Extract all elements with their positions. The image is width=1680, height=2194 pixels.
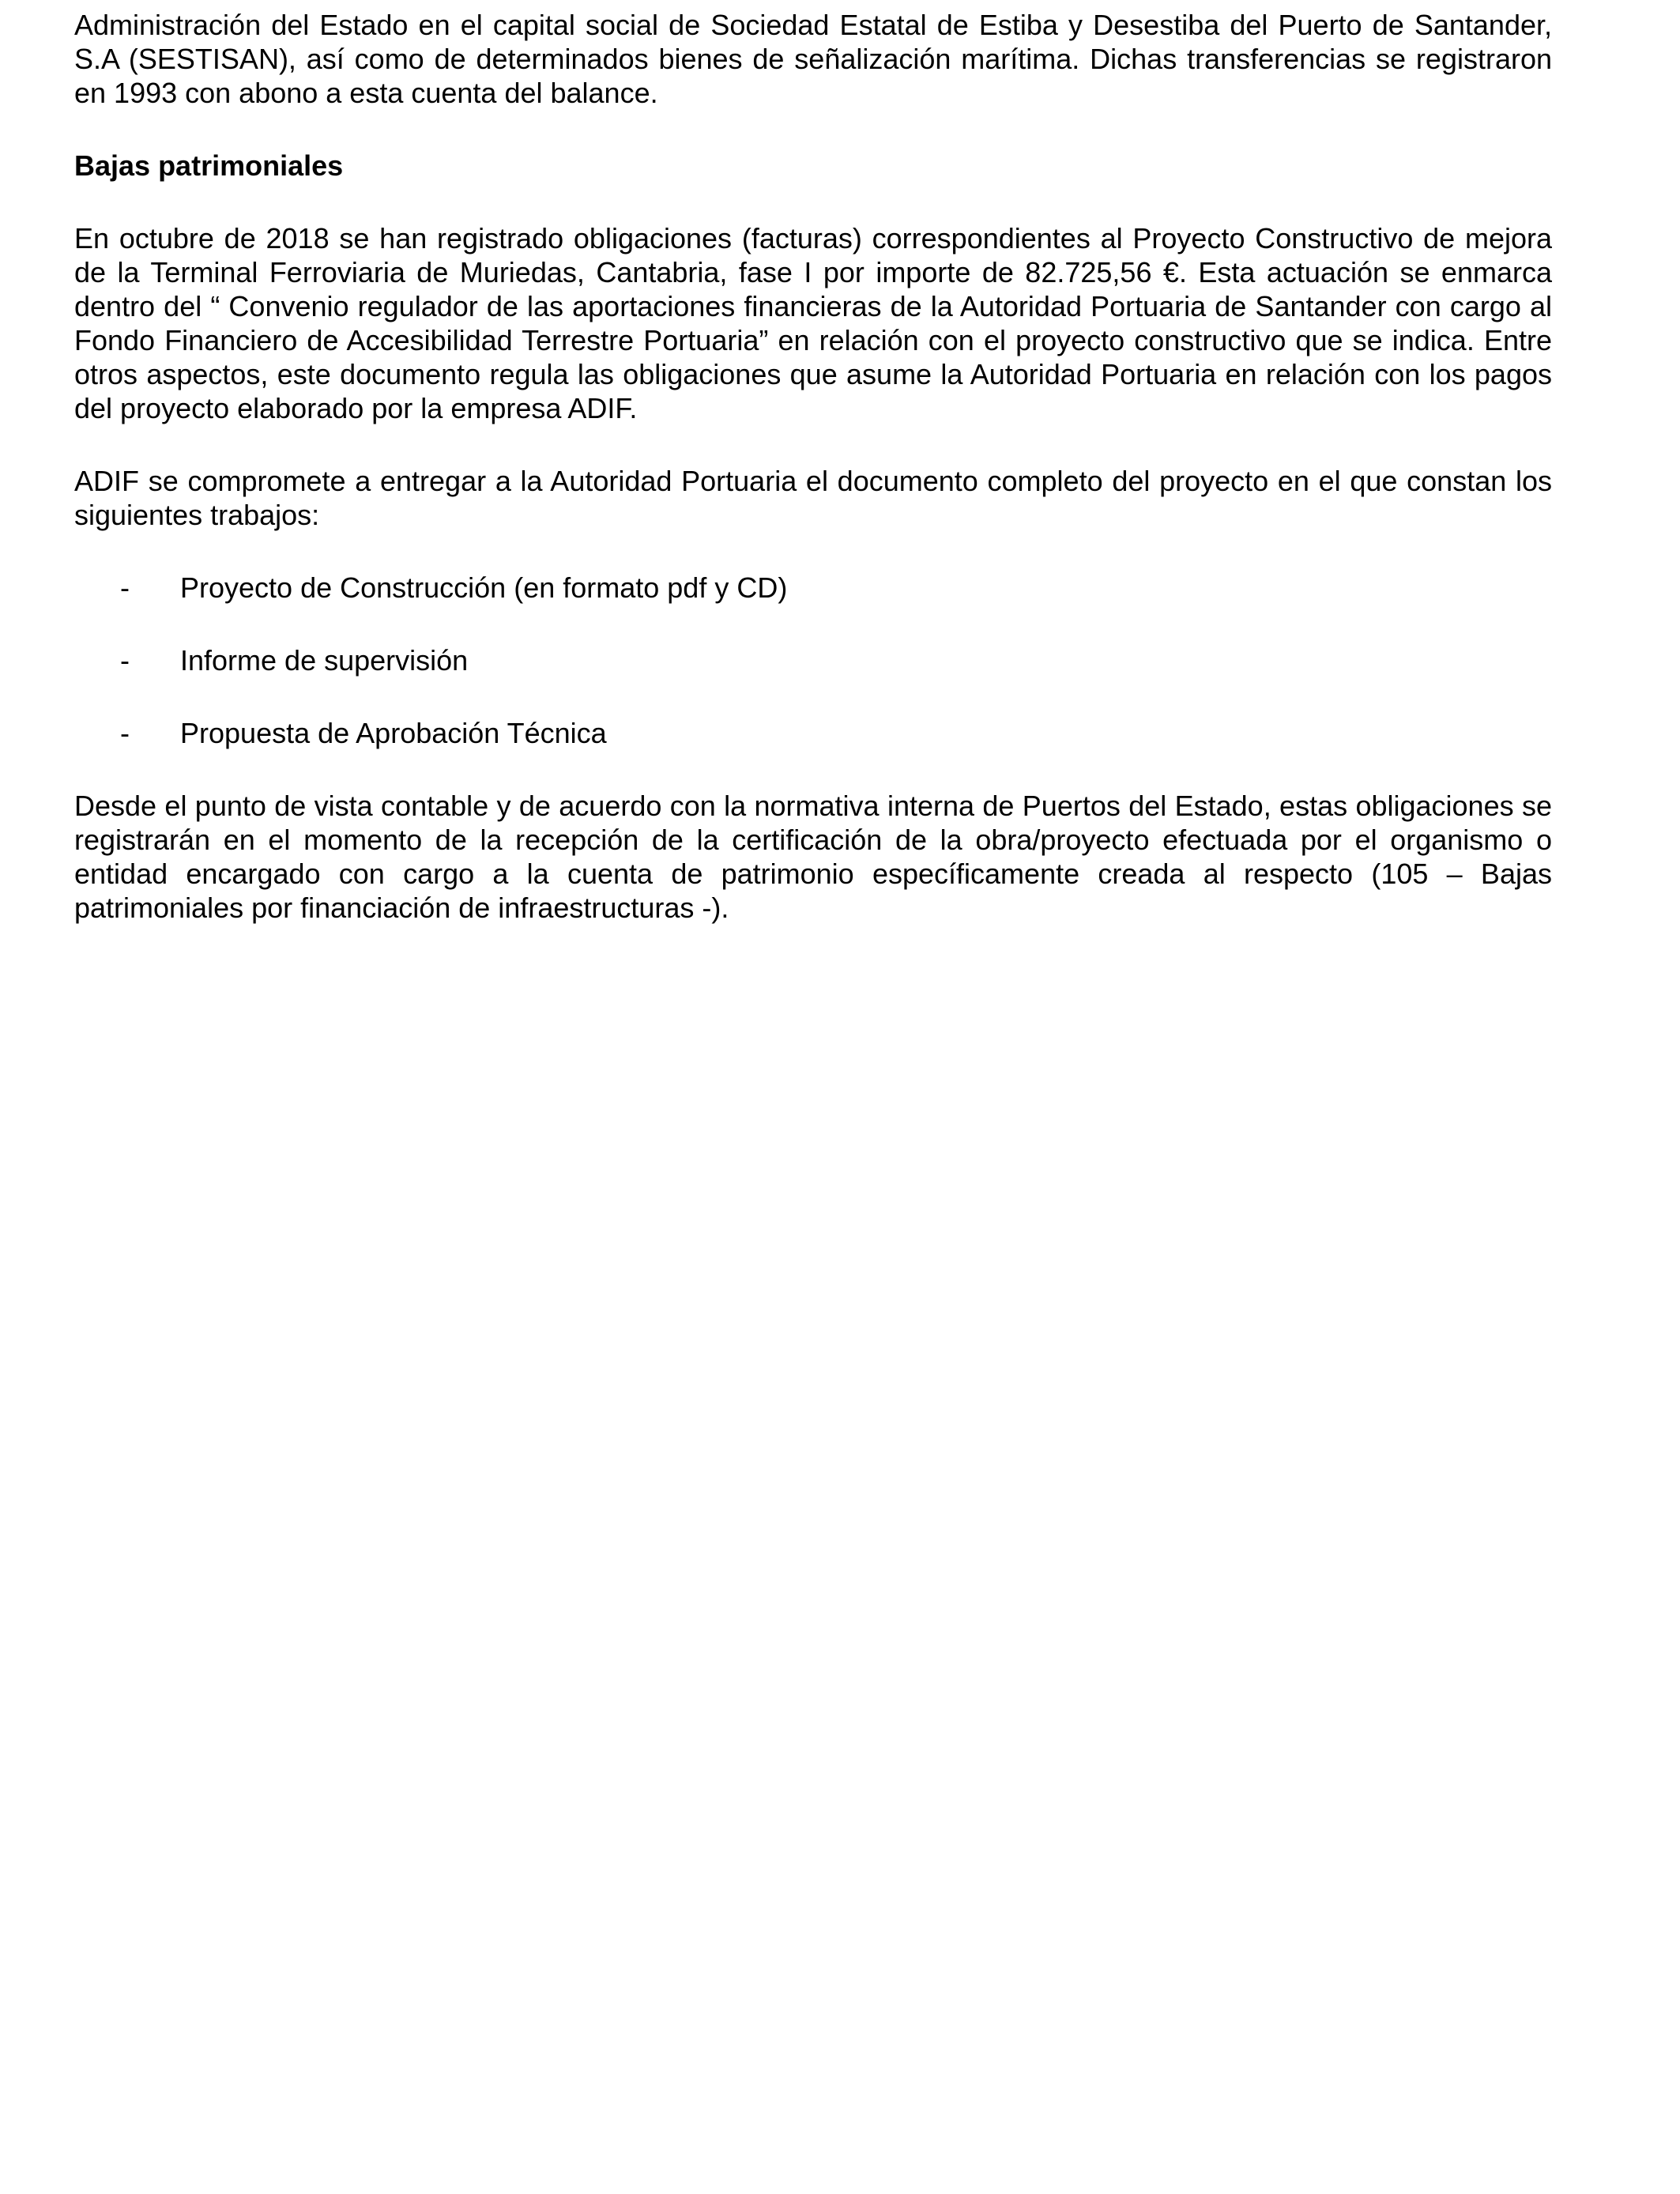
paragraph-invoices: En octubre de 2018 se han registrado obligaciones (facturas) correspondientes al Proyecto Constructivo de mejora de la Terminal Ferroviaria de Muriedas, Cantabria, fase I por importe de 82.725,56 €. Esta actuación se enmarca dentro del “ Convenio regulador de las aportaciones financieras de la Autoridad Portuaria de Santander con cargo al Fondo Financiero de Accesibilidad Terrestre Portuaria” en relación con el proyecto constructivo que se indica. Entre otros aspectos, este documento regula las obligaciones que asume la Autoridad Portuaria en relación con los pagos del proyecto elaborado por la empresa ADIF. [74, 222, 1552, 424]
list-item-text: Informe de supervisión [180, 644, 469, 677]
bullet-dash: - [120, 571, 130, 604]
list-item-text: Propuesta de Aprobación Técnica [180, 717, 607, 749]
paragraph-adif-commitment: ADIF se compromete a entregar a la Autoridad Portuaria el documento completo del proyecto en el que constan los siguientes trabajos: [74, 465, 1552, 531]
document-page [74, 8, 1552, 963]
paragraph-accounting: Desde el punto de vista contable y de acuerdo con la normativa interna de Puertos del Estado, estas obligaciones se registrarán en el momento de la recepción de la certificación de la obra/proyecto efectuada por el organismo o entidad encargado con cargo a la cuenta de patrimonio específicamente creada al respecto (105 – Bajas patrimoniales por financiación de infraestructuras -). [74, 790, 1552, 924]
section-heading: Bajas patrimoniales [74, 149, 344, 182]
bullet-dash: - [120, 717, 130, 749]
list-item [74, 571, 1552, 605]
list-item [74, 643, 1552, 677]
intro-paragraph: Administración del Estado en el capital social de Sociedad Estatal de Estiba y Desestiba del Puerto de Santander, S.A (SESTISAN), así como de determinados bienes de señalización marítima. Dichas transferencias se registraron en 1993 con abono a esta cuenta del balance. [74, 9, 1552, 109]
deliverables-list [74, 571, 1552, 750]
list-item-text: Proyecto de Construcción (en formato pdf y CD) [180, 571, 788, 604]
bullet-dash: - [120, 644, 130, 677]
list-item [74, 716, 1552, 750]
